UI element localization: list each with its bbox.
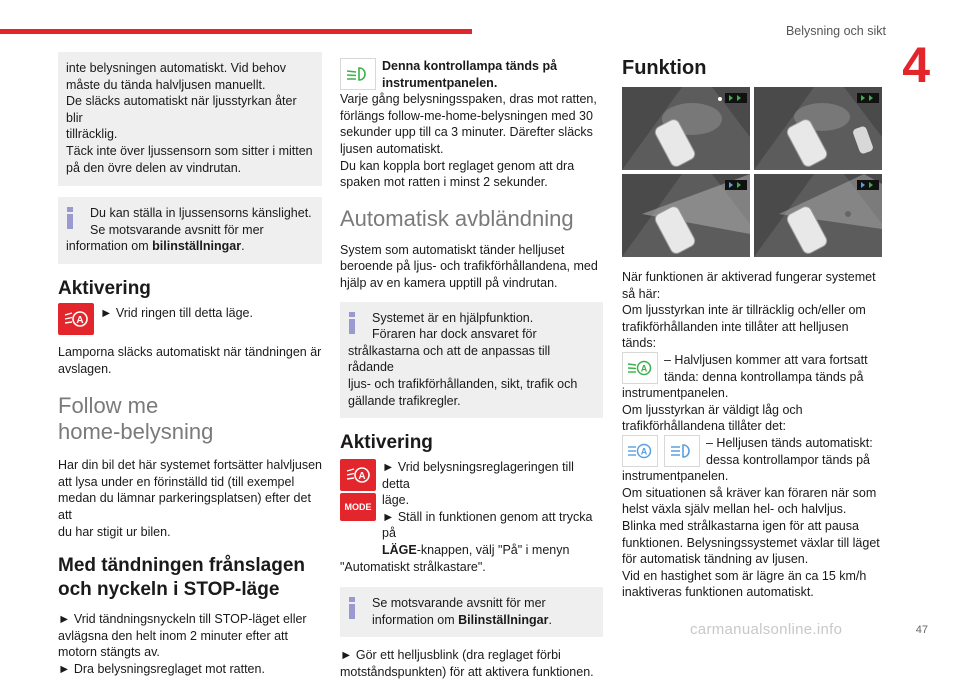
high-beam-icon — [664, 435, 700, 467]
text-line: trafikförhållandena tillåter det: — [622, 419, 786, 434]
page-number: 47 — [915, 624, 928, 636]
info-box-assist — [340, 302, 603, 419]
text-line: LÄGE-knappen, välj "På" i menyn — [382, 543, 570, 558]
low-beam-row — [622, 352, 884, 385]
auto-icon-letter: A — [640, 363, 648, 374]
info-line: information om bilinställningar. — [66, 239, 245, 254]
column-right — [622, 57, 884, 601]
text-line: beroende på ljus- och trafikförhållandena, med — [340, 259, 598, 274]
text-line: Denna kontrollampa tänds på — [382, 59, 558, 73]
text-line: ljusen automatiskt. — [340, 141, 444, 156]
mode-icons — [340, 459, 376, 521]
low-beam-text — [664, 352, 868, 385]
text-line: dessa kontrollampor tänds på — [706, 452, 870, 467]
heading-auto-dipping: Automatisk avbländning — [340, 205, 574, 231]
text-line: för automatisk tändning av ljusen. — [622, 552, 809, 567]
text-line: instrumentpanelen. — [382, 75, 498, 90]
link-bilinstallningar-2[interactable]: Bilinställningar — [458, 612, 549, 627]
note-line: inte belysningen automatiskt. Vid behov — [66, 61, 287, 75]
follow-lamp-row — [340, 58, 603, 91]
info-line: information om Bilinställningar. — [372, 612, 552, 627]
text-line: att lysa under en förinställd tid (till exempel — [58, 474, 295, 489]
funktion-paragraph-2 — [622, 385, 884, 435]
text-line: Lamporna släcks automatiskt när tändningen är — [58, 344, 322, 359]
lamps-paragraph — [58, 344, 322, 377]
text-line: ► Vrid belysningsreglageringen till detta — [382, 460, 574, 491]
heading-line: och nyckeln i STOP-läge — [58, 579, 280, 601]
info-line: Föraren har dock ansvaret för — [372, 327, 537, 342]
section-title: Belysning och sikt — [785, 24, 886, 38]
chapter-number: 4 — [902, 37, 930, 93]
note-line: måste du tända halvljusen manuellt. — [66, 77, 266, 92]
heading-line: Med tändningen frånslagen — [58, 555, 306, 577]
text-line: sekunder upp till ca 3 minuter. Därefter släcks — [340, 125, 593, 140]
akt-last-line: "Automatiskt strålkastare". — [340, 559, 486, 574]
text-line: motorn stängts av. — [58, 645, 160, 660]
mode-row — [340, 459, 603, 559]
text-line: ► Gör ett helljusblink (dra reglaget förbi — [340, 648, 561, 663]
follow-paragraph — [58, 457, 322, 540]
info-icon — [349, 312, 355, 334]
link-bilinstallningar[interactable]: bilinställningar — [152, 239, 242, 254]
column-left — [58, 52, 322, 677]
illustration-3 — [622, 174, 750, 257]
auto-lights-icon — [58, 303, 94, 335]
text-line: inaktiveras funktionen automatiskt. — [622, 585, 814, 600]
text-line: Varje gång belysningsspaken, dras mot ratten, — [340, 92, 597, 107]
low-beam-green-icon — [340, 58, 376, 90]
note-line: på den övre delen av vindrutan. — [66, 160, 242, 175]
text-line: motståndspunkten) för att aktivera funktionen. — [340, 665, 594, 680]
text-line: förlängs follow-me-home-belysningen med 30 — [340, 108, 593, 123]
heading-line: Follow me — [58, 393, 159, 419]
text-line: avlägsna den helt inom 2 minuter efter att — [58, 628, 288, 643]
text-line: Om ljusstyrkan inte är tillräcklig och/eller om — [622, 303, 866, 318]
info-line: ljus- och trafikförhållanden, sikt, trafik och — [348, 376, 578, 391]
info-line: Du kan ställa in ljussensorns känslighet. — [90, 206, 312, 221]
illustration-1 — [622, 87, 750, 170]
high-beam-auto-icon — [622, 435, 658, 467]
info-box-settings — [340, 587, 603, 637]
info-line: Se motsvarande avsnitt för mer — [90, 222, 264, 237]
auto-lights-icon — [340, 459, 376, 491]
heading-ignition-off — [58, 554, 322, 602]
note-box — [58, 52, 322, 186]
text-line: Har din bil det här systemet fortsätter halvljusen — [58, 458, 323, 473]
text-line: ► Dra belysningsreglaget mot ratten. — [58, 661, 265, 676]
aktivering-text: ► Vrid ringen till detta läge. — [100, 305, 253, 320]
info-icon — [349, 597, 355, 619]
text-line: – Halvljusen kommer att vara fortsatt — [664, 352, 868, 367]
auto-icon-letter: A — [76, 314, 84, 326]
text-line: Om ljusstyrkan är väldigt låg och — [622, 402, 803, 417]
note-line: Täck inte över ljussensorn som sitter i mitten — [66, 143, 313, 158]
text-line: spaken mot ratten i minst 2 sekunder. — [340, 175, 548, 190]
funktion-paragraph-1 — [622, 269, 884, 352]
mode-text — [382, 459, 603, 559]
info-icon — [67, 207, 73, 229]
text-line: Blinka med strålkastarna igen för att pausa — [622, 518, 859, 533]
info-line: Systemet är en hjälpfunktion. — [372, 310, 534, 325]
info-box-sensor — [58, 197, 322, 264]
info-line: strålkastarna och att de anpassas till rådande — [348, 343, 551, 375]
text-line: Du kan koppla bort reglaget genom att dra — [340, 158, 575, 173]
funktion-paragraph-3 — [622, 468, 884, 601]
text-line: ► Ställ in funktionen genom att trycka på — [382, 509, 593, 541]
watermark: carmanualsonline.info — [690, 621, 843, 638]
auto-paragraph — [340, 242, 603, 292]
note-line: De släcks automatiskt när ljusstyrkan åter blir — [66, 94, 297, 125]
text-line: Vid en hastighet som är lägre än ca 15 km/h — [622, 568, 867, 583]
top-accent-bar — [0, 29, 472, 34]
lamp-paragraph — [340, 91, 603, 191]
text-line: instrumentpanelen. — [622, 386, 729, 401]
text-line: du har stigit ur bilen. — [58, 524, 171, 539]
ignition-paragraph — [58, 611, 322, 677]
text-line: trafikförhållanden inte tillåter att helljusen tänds: — [622, 319, 849, 351]
info-line: gällande trafikregler. — [348, 393, 461, 408]
lamp-bold-text — [382, 58, 557, 91]
auto-icon-letter: A — [640, 446, 648, 457]
text-line: tända: denna kontrollampa tänds på — [664, 369, 864, 384]
text-line: helst växla själv mellan hel- och halvljus. — [622, 502, 847, 517]
text-line: så här: — [622, 286, 661, 301]
aktivering-row — [58, 303, 322, 335]
info-line: Se motsvarande avsnitt för mer — [372, 596, 546, 611]
heading-line: home-belysning — [58, 419, 214, 445]
high-beam-text — [706, 435, 873, 468]
text-line: läge. — [382, 493, 410, 508]
heading-aktivering-2: Aktivering — [340, 432, 433, 454]
text-line: System som automatiskt tänder helljuset — [340, 242, 565, 257]
text-line: instrumentpanelen. — [622, 469, 729, 484]
text-line: Om situationen så kräver kan föraren när som — [622, 485, 877, 500]
illustration-grid — [622, 87, 882, 257]
heading-aktivering: Aktivering — [58, 277, 151, 299]
flash-paragraph — [340, 647, 603, 680]
heading-funktion: Funktion — [622, 57, 707, 79]
illustration-4 — [754, 174, 882, 257]
text-line: avslagen. — [58, 361, 112, 376]
heading-follow-me — [58, 393, 322, 445]
text-line: ► Vrid tändningsnyckeln till STOP-läget eller — [58, 612, 307, 627]
high-beam-row — [622, 435, 884, 468]
note-line: tillräcklig. — [66, 127, 118, 142]
text-line: funktionen. Belysningssystemet växlar till läget — [622, 535, 880, 550]
text-line: hjälp av en kamera upptill på vindrutan. — [340, 275, 558, 290]
text-line: medan du lämnar parkeringsplatsen) efter det att — [58, 491, 311, 522]
low-beam-auto-icon — [622, 352, 658, 384]
illustration-2 — [754, 87, 882, 170]
column-middle — [340, 58, 603, 681]
mode-button-icon: MODE — [340, 493, 376, 521]
auto-icon-letter: A — [358, 471, 366, 483]
text-line: – Helljusen tänds automatiskt: — [706, 435, 873, 450]
text-line: När funktionen är aktiverad fungerar systemet — [622, 270, 876, 284]
